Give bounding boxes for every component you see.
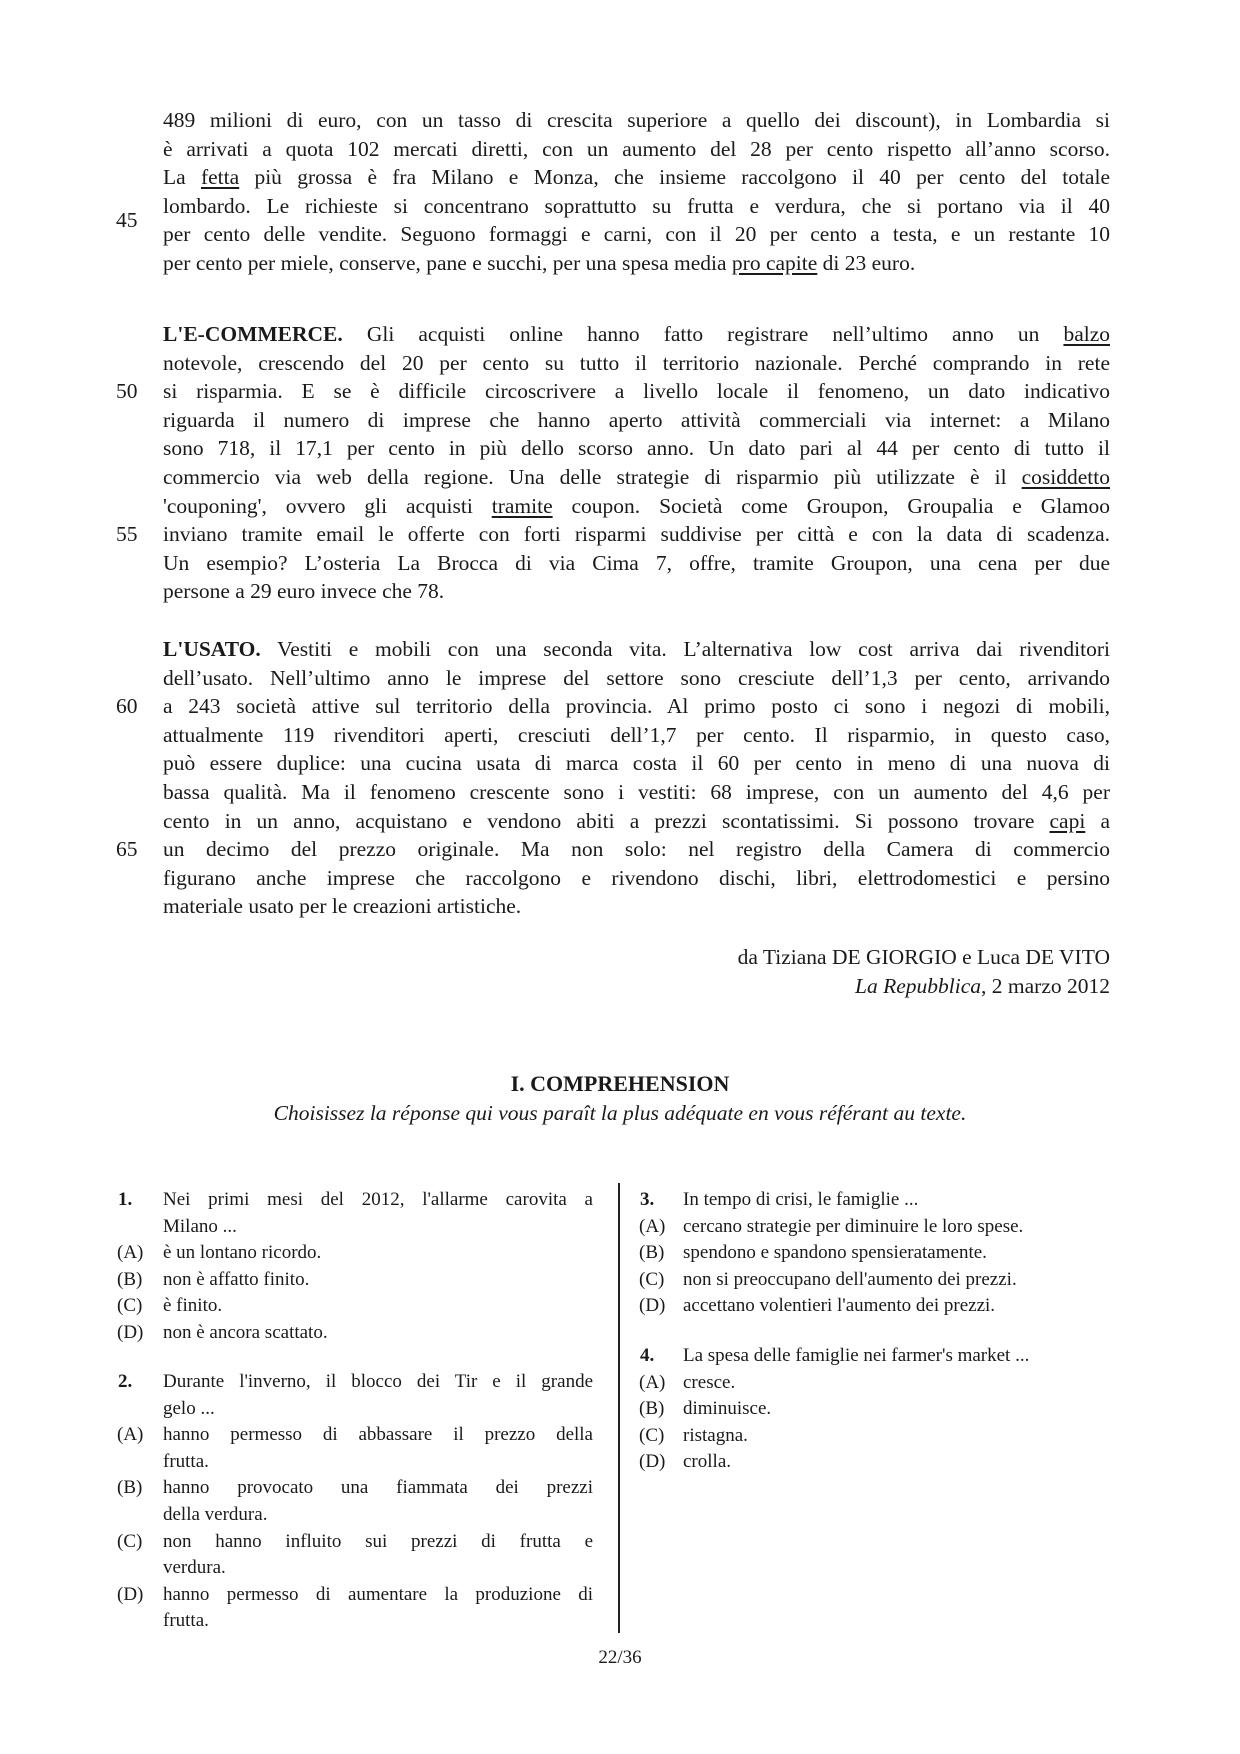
- text-line: [163, 135, 1110, 164]
- line-number: 65: [116, 837, 138, 861]
- option-text: della verdura.: [163, 1504, 268, 1525]
- text-line: [163, 106, 1110, 135]
- option-text: ristagna.: [683, 1424, 748, 1446]
- text-segment: bassa qualità. Ma il fenomeno crescente sono i vestiti: 68 imprese, con un aumento del 4,6 per: [163, 780, 1110, 804]
- text-segment: può essere duplice: una cucina usata di marca costa il 60 per cento in meno di una nuova di: [163, 751, 1110, 776]
- section-instruction: Choisissez la réponse qui vous paraît la plus adéquate en vous référant au texte.: [273, 1101, 967, 1125]
- text-segment: è arrivati a quota 102 mercati diretti, con un aumento del 28 per cento rispetto all’anno scorso.: [163, 136, 1110, 161]
- option-text: non hanno influito sui prezzi di frutta e: [163, 1530, 593, 1552]
- option-text: frutta.: [163, 1450, 209, 1472]
- text-segment: per cento delle vendite. Seguono formaggi e carni, con il 20 per cento a testa, e un restante 10: [163, 222, 1110, 247]
- option-text: hanno permesso di abbassare il prezzo della: [163, 1424, 593, 1446]
- text-line: [163, 220, 1110, 249]
- option-label: (D): [117, 1583, 144, 1605]
- option-text: non è affatto finito.: [163, 1268, 310, 1290]
- option-text: hanno provocato una fiammata dei prezzi: [163, 1477, 593, 1499]
- text-segment: Vestiti e mobili con una seconda vita. L’alternativa low cost arriva dai rivenditori: [260, 637, 1110, 661]
- line-number: 50: [116, 379, 138, 403]
- question-text: In tempo di crisi, le famiglie ...: [683, 1189, 919, 1210]
- question-text: Milano ...: [163, 1215, 237, 1237]
- option-text: è finito.: [163, 1295, 223, 1317]
- underlined-word: fetta: [200, 165, 240, 190]
- text-line: [163, 835, 1110, 864]
- question-text: La spesa delle famiglie nei farmer's market ...: [683, 1345, 1030, 1366]
- text-segment: un decimo del prezzo originale. Ma non solo: nel registro della Camera di commercio: [163, 837, 1110, 862]
- option-text: è un lontano ricordo.: [163, 1242, 322, 1264]
- text-segment: coupon. Società come Groupon, Groupalia e Glamoo: [552, 493, 1110, 518]
- text-line: [163, 492, 1110, 521]
- text-segment: più grossa è fra Milano e Monza, che insieme raccolgono il 40 per cento del totale: [239, 165, 1110, 190]
- text-segment: attualmente 119 rivenditori aperti, cresciuti dell’1,7 per cento. Il risparmio, in questo caso,: [163, 722, 1110, 747]
- option-label: (A): [117, 1242, 144, 1264]
- text-line: [163, 406, 1110, 435]
- publication-date: , 2 marzo 2012: [981, 974, 1110, 998]
- source-publication: [855, 972, 1110, 1001]
- text-line: [163, 807, 1110, 836]
- text-segment: cento in un anno, acquistano e vendono abiti a prezzi scontatissimi. Si possono trovare: [163, 808, 1050, 833]
- text-segment: notevole, crescendo del 20 per cento su tutto il territorio nazionale. Perché comprando in rete: [163, 350, 1110, 375]
- text-line: [163, 892, 1110, 921]
- line-number: 55: [116, 522, 138, 546]
- text-segment: dell’usato. Nell’ultimo anno le imprese del settore sono cresciute dell’1,3 per cento, arrivando: [163, 665, 1110, 690]
- question-number: 1.: [118, 1189, 133, 1210]
- option-label: (C): [639, 1268, 665, 1290]
- text-segment: a: [1085, 808, 1110, 833]
- text-line: [163, 577, 1110, 606]
- option-text: verdura.: [163, 1557, 226, 1579]
- text-segment: persone a 29 euro invece che 78.: [163, 579, 445, 604]
- option-label: (B): [639, 1398, 665, 1420]
- text-segment: figurano anche imprese che raccolgono e rivendono dischi, libri, elettrodomestici e persino: [163, 865, 1110, 890]
- underlined-word: capi: [1049, 808, 1086, 833]
- text-line: [163, 192, 1110, 221]
- option-label: (D): [117, 1322, 144, 1343]
- text-segment: Gli acquisti online hanno fatto registrare nell’ultimo anno un: [342, 322, 1064, 346]
- option-label: (B): [117, 1477, 143, 1499]
- source-author: da Tiziana DE GIORGIO e Luca DE VITO: [737, 945, 1110, 969]
- text-line: [163, 377, 1110, 406]
- publication-name: La Repubblica: [855, 974, 982, 998]
- option-label: (D): [639, 1295, 666, 1317]
- option-text: cercano strategie per diminuire le loro spese.: [683, 1215, 1024, 1237]
- option-text: spendono e spandono spensieratamente.: [683, 1242, 987, 1264]
- text-line: [163, 721, 1110, 750]
- text-segment: La: [163, 165, 201, 190]
- text-segment: riguarda il numero di imprese che hanno aperto attività commerciali via internet: a Milano: [163, 407, 1110, 432]
- text-line: [163, 349, 1110, 378]
- option-label: (A): [639, 1215, 666, 1237]
- text-line: [163, 320, 1110, 349]
- text-line: [163, 635, 1110, 664]
- question-text: Durante l'inverno, il blocco dei Tir e il grande: [163, 1371, 593, 1392]
- option-label: (B): [117, 1268, 143, 1290]
- text-segment: si risparmia. E se è difficile circoscrivere a livello locale il fenomeno, un dato indicativo: [163, 379, 1110, 404]
- option-label: (A): [639, 1371, 666, 1393]
- option-label: (C): [639, 1424, 665, 1446]
- option-text: hanno permesso di aumentare la produzione di: [163, 1583, 593, 1605]
- text-segment: 489 milioni di euro, con un tasso di crescita superiore a quello dei discount), in Lombardia si: [163, 108, 1110, 132]
- text-line: [163, 520, 1110, 549]
- option-text: non si preoccupano dell'aumento dei prezzi.: [683, 1268, 1017, 1290]
- text-line: [163, 549, 1110, 578]
- text-line: [163, 434, 1110, 463]
- underlined-word: balzo: [1063, 322, 1110, 346]
- text-segment: lombardo. Le richieste si concentrano soprattutto su frutta e verdura, che si portano via il 40: [163, 193, 1110, 218]
- text-segment: per cento per miele, conserve, pane e succhi, per una spesa media: [163, 251, 732, 275]
- option-text: non è ancora scattato.: [163, 1322, 328, 1343]
- underlined-word: tramite: [491, 493, 553, 518]
- question-number: 4.: [640, 1345, 655, 1366]
- text-line: [163, 664, 1110, 693]
- text-segment: Un esempio? L’osteria La Brocca di via Cima 7, offre, tramite Groupon, una cena per due: [163, 550, 1110, 575]
- underlined-word: cosiddetto: [1021, 465, 1110, 489]
- option-label: (C): [117, 1530, 143, 1552]
- question-text: Nei primi mesi del 2012, l'allarme carovita a: [163, 1189, 593, 1210]
- option-text: frutta.: [163, 1610, 209, 1632]
- page-number: 22/36: [598, 1647, 642, 1668]
- question-text: gelo ...: [163, 1397, 215, 1419]
- text-line: [163, 163, 1110, 192]
- option-text: diminuisce.: [683, 1398, 772, 1420]
- option-text: accettano volentieri l'aumento dei prezzi.: [683, 1295, 996, 1317]
- text-segment: a 243 società attive sul territorio della provincia. Al primo posto ci sono i negozi di mobili,: [163, 694, 1110, 719]
- option-label: (D): [639, 1451, 666, 1473]
- text-line: [163, 249, 1110, 278]
- text-segment: di 23 euro.: [817, 251, 916, 275]
- text-segment: materiale usato per le creazioni artistiche.: [163, 894, 522, 919]
- option-label: (C): [117, 1295, 143, 1317]
- option-text: cresce.: [683, 1371, 736, 1393]
- text-line: [163, 749, 1110, 778]
- text-line: [163, 692, 1110, 721]
- text-line: [163, 778, 1110, 807]
- text-segment: 'couponing', ovvero gli acquisti: [163, 493, 492, 518]
- question-number: 2.: [118, 1371, 133, 1392]
- text-segment: sono 718, il 17,1 per cento in più dello scorso anno. Un dato pari al 44 per cento di tutto il: [163, 436, 1110, 461]
- question-number: 3.: [640, 1189, 655, 1210]
- text-segment: commercio via web della regione. Una delle strategie di risparmio più utilizzate è il: [163, 465, 1022, 489]
- text-line: [163, 864, 1110, 893]
- paragraph-heading: L'USATO.: [163, 637, 261, 661]
- paragraph-heading: L'E-COMMERCE.: [163, 322, 343, 346]
- column-divider: [618, 1183, 620, 1633]
- underlined-word: pro capite: [731, 251, 818, 275]
- option-text: crolla.: [683, 1451, 732, 1473]
- line-number: 60: [116, 694, 138, 718]
- text-segment: inviano tramite email le offerte con forti risparmi suddivise per città e con la data di scadenza.: [163, 522, 1110, 547]
- option-label: (B): [639, 1242, 665, 1264]
- option-label: (A): [117, 1424, 144, 1446]
- section-title: I. COMPREHENSION: [510, 1071, 730, 1096]
- line-number: 45: [116, 208, 138, 232]
- text-line: [163, 463, 1110, 492]
